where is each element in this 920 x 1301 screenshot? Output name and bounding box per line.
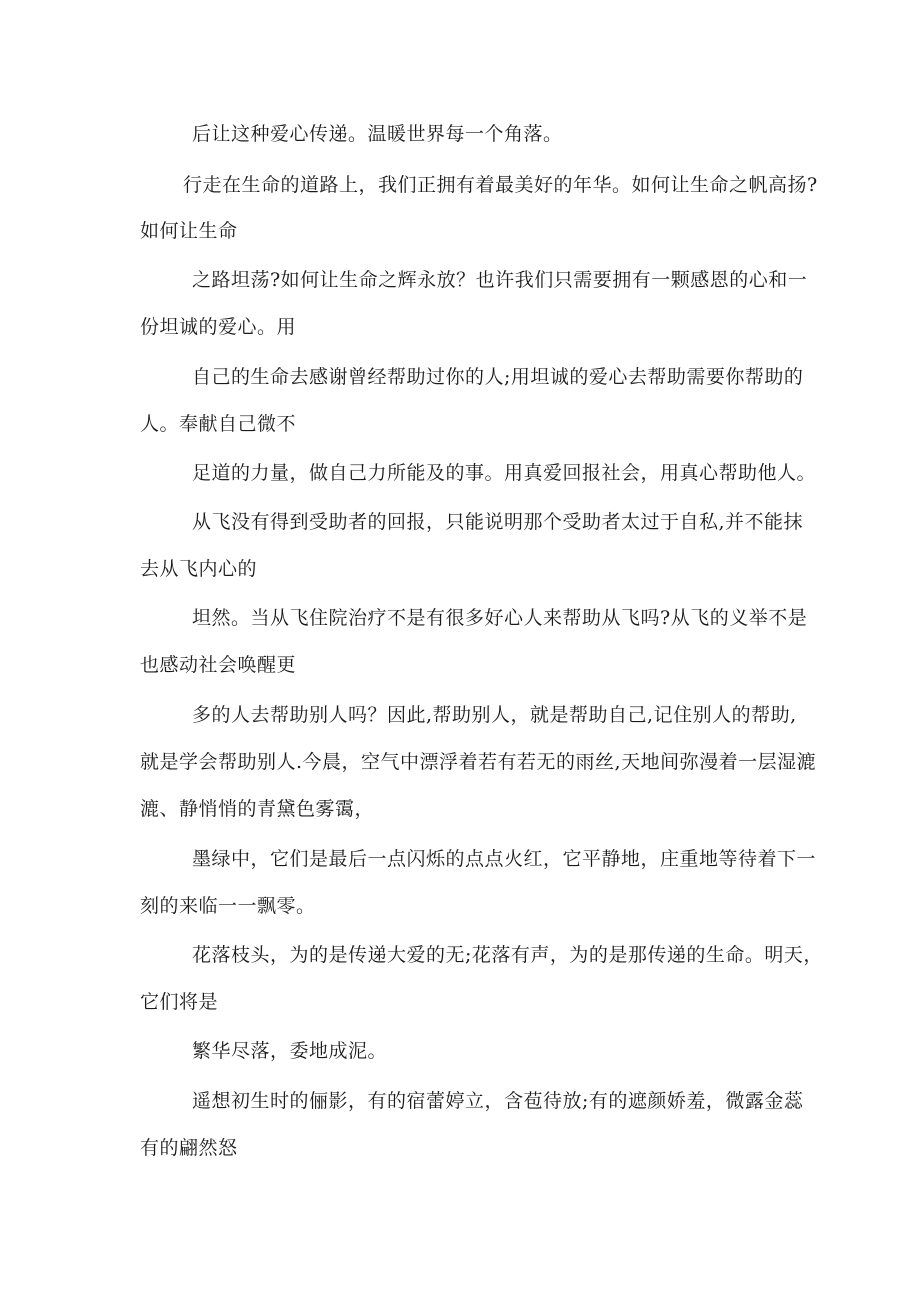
- text-line: 自己的生命去感谢曾经帮助过你的人;用坦诚的爱心去帮助需要你帮助的: [192, 366, 804, 388]
- text-line: 人。奉献自己微不: [140, 413, 297, 435]
- text-line: 也感动社会唤醒更: [140, 654, 297, 676]
- text-line: 刻的来临一一飘零。: [140, 895, 316, 917]
- text-line: 墨绿中，它们是最后一点闪烁的点点火红，它平静地，庄重地等待着下一: [192, 848, 817, 870]
- text-line: 它们将是: [140, 991, 219, 1013]
- text-line: 遥想初生时的俪影，有的宿蕾婷立，含苞待放;有的遮颜娇羞，微露金蕊: [192, 1090, 804, 1112]
- text-line: 份坦诚的爱心。用: [140, 316, 297, 338]
- text-line: 有的翩然怒: [140, 1137, 238, 1159]
- text-line: 去从飞内心的: [140, 558, 258, 580]
- text-line: 繁华尽落，委地成泥。: [192, 1040, 388, 1062]
- text-line: 后让这种爱心传递。温暖世界每一个角落。: [192, 123, 563, 145]
- text-line: 坦然。当从飞住院治疗不是有很多好心人来帮助从飞吗?从飞的义举不是: [192, 607, 808, 629]
- text-line: 之路坦荡?如何让生命之辉永放？也许我们只需要拥有一颗感恩的心和一: [192, 269, 808, 291]
- text-line: 漉、静悄悄的青黛色雾霭，: [140, 798, 375, 820]
- text-line: 足道的力量，做自己力所能及的事。用真爱回报社会，用真心帮助他人。: [192, 462, 817, 484]
- text-line: 从飞没有得到受助者的回报，只能说明那个受助者太过于自私,并不能抹: [192, 511, 804, 533]
- text-line: 如何让生命: [140, 220, 238, 242]
- text-line: 花落枝头，为的是传递大爱的无;花落有声，为的是那传递的生命。明天，: [192, 944, 823, 966]
- text-line: 多的人去帮助别人吗？因此,帮助别人，就是帮助自己,记住别人的帮助,: [192, 704, 797, 726]
- text-line: 行走在生命的道路上，我们正拥有着最美好的年华。如何让生命之帆高扬?: [183, 174, 818, 196]
- text-line: 就是学会帮助别人.今晨，空气中漂浮着若有若无的雨丝,天地间弥漫着一层湿漉: [140, 751, 817, 773]
